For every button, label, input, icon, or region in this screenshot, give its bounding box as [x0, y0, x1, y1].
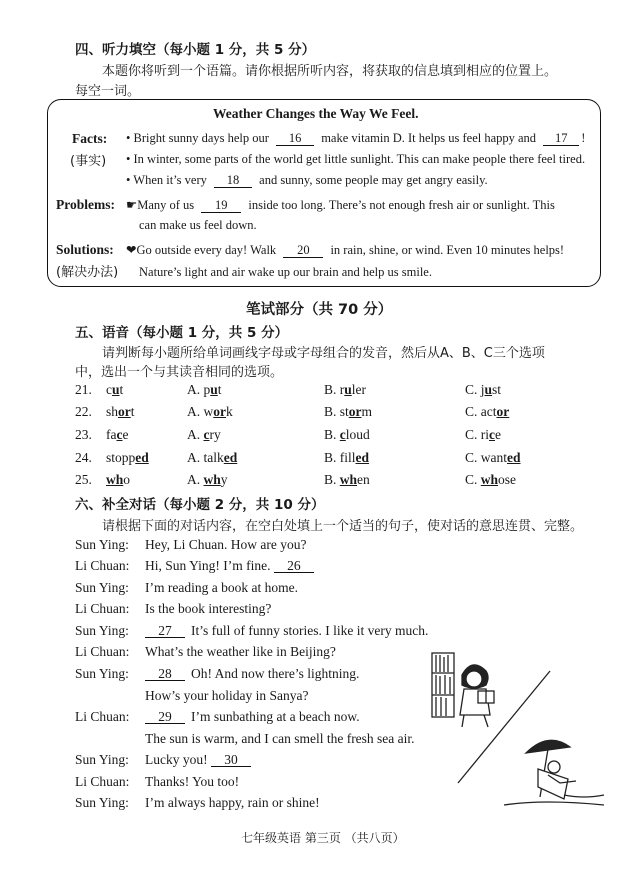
- box-title: Weather Changes the Way We Feel.: [213, 106, 419, 121]
- underlined-letters: or: [348, 404, 362, 419]
- section4-instruction-cont: 每空一词。: [75, 84, 141, 99]
- fact-line-2: [126, 152, 585, 167]
- fact-text: and sunny, some people may get angry easily.: [259, 173, 488, 187]
- dialogue-text: It’s full of funny stories. I like it very much.: [191, 623, 429, 638]
- heart-icon: ❤: [126, 243, 137, 257]
- answer-blank[interactable]: 27: [145, 624, 185, 638]
- word-part: t: [217, 382, 222, 397]
- section5-heading: 五、语音（每小题 1 分，共 5 分）: [75, 325, 289, 341]
- speaker-name: Sun Ying:: [75, 623, 129, 638]
- word-part: e: [122, 427, 129, 442]
- problem-text: inside too long. There’s not enough fresh air or sunlight. This: [248, 198, 555, 212]
- word-part: sh: [106, 404, 119, 419]
- underlined-letters: u: [484, 382, 493, 397]
- sunbathing-person-icon: [504, 740, 604, 805]
- speaker-name: Li Chuan:: [75, 709, 130, 724]
- underlined-letters: c: [116, 427, 123, 442]
- word-part: B.: [324, 427, 340, 442]
- dialogue-text: I’m sunbathing at a beach now.: [191, 709, 360, 724]
- girl-reading-icon: [460, 665, 494, 727]
- option-a[interactable]: [187, 382, 222, 398]
- word-part: C. j: [465, 382, 485, 397]
- dialogue-line: Is the book interesting?: [145, 601, 272, 616]
- listening-box: [47, 99, 601, 287]
- bullet-icon: •: [126, 131, 131, 145]
- dialogue-line: The sun is warm, and I can smell the fresh sea air.: [145, 731, 415, 746]
- word-part: y: [220, 472, 228, 487]
- fact-text: make vitamin D. It helps us feel happy and: [321, 131, 537, 145]
- word-part: C. act: [465, 404, 497, 419]
- item-word: [106, 404, 135, 420]
- fact-text: Bright sunny days help our: [133, 131, 269, 145]
- word-part: ose: [498, 472, 517, 487]
- option-a[interactable]: [187, 427, 221, 443]
- answer-blank[interactable]: 18: [214, 174, 252, 188]
- speaker-name: Sun Ying:: [75, 537, 129, 552]
- underlined-letters: ed: [135, 450, 149, 465]
- answer-blank[interactable]: 17: [543, 132, 579, 146]
- solution-text: Go outside every day! Walk: [136, 243, 277, 257]
- bookshelf-icon: [432, 653, 454, 717]
- dialogue-line: How’s your holiday in Sanya?: [145, 688, 309, 703]
- solution-line-1: [126, 242, 564, 258]
- option-a[interactable]: [187, 404, 233, 420]
- underlined-letters: or: [118, 404, 131, 419]
- facts-label: Facts:: [72, 131, 108, 146]
- option-c[interactable]: [465, 427, 501, 443]
- underlined-letters: wh: [480, 472, 499, 487]
- word-part: B. r: [324, 382, 345, 397]
- problem-text: Many of us: [137, 198, 195, 212]
- option-b[interactable]: [324, 472, 370, 488]
- answer-blank[interactable]: 30: [211, 753, 251, 767]
- word-part: A. p: [187, 382, 211, 397]
- word-part: B.: [324, 472, 340, 487]
- option-a[interactable]: [187, 472, 228, 488]
- word-part: C. want: [465, 450, 507, 465]
- section4-heading: 四、听力填空（每小题 1 分，共 5 分）: [75, 42, 316, 58]
- dialogue-line: I’m always happy, rain or shine!: [145, 795, 320, 810]
- solutions-label: Solutions:: [56, 242, 114, 257]
- underlined-letters: u: [112, 382, 120, 397]
- word-part: A.: [187, 427, 204, 442]
- dialogue-line: [145, 666, 359, 682]
- speaker-name: Li Chuan:: [75, 601, 130, 616]
- fact-text: !: [581, 131, 586, 145]
- word-part: ler: [351, 382, 367, 397]
- dialogue-line: [145, 558, 320, 574]
- underlined-letters: u: [210, 382, 218, 397]
- speaker-name: Li Chuan:: [75, 558, 130, 573]
- solution-text: in rain, shine, or wind. Even 10 minutes helps!: [330, 243, 565, 257]
- underlined-letters: c: [489, 427, 496, 442]
- dialogue-text: Lucky you!: [145, 752, 211, 767]
- option-b[interactable]: [324, 404, 372, 420]
- word-part: c: [106, 382, 112, 397]
- word-part: en: [357, 472, 370, 487]
- section5-instruction: 请判断每小题所给单词画线字母或字母组合的发音，然后从A、B、C三个选项: [102, 346, 545, 361]
- illustration: [430, 645, 610, 810]
- word-part: t: [130, 404, 135, 419]
- word-part: st: [492, 382, 502, 397]
- item-number: 24.: [75, 450, 92, 465]
- option-c[interactable]: [465, 450, 521, 466]
- solution-line-2: Nature’s light and air wake up our brain and help us smile.: [139, 265, 432, 279]
- word-part: C.: [465, 472, 481, 487]
- word-part: k: [226, 404, 233, 419]
- dialogue-line: Thanks! You too!: [145, 774, 240, 789]
- section4-instruction: 本题你将听到一个语篇。请你根据所听内容，将获取的信息填到相应的位置上。: [102, 64, 558, 79]
- fact-line-1: [126, 131, 585, 146]
- problems-label: Problems:: [56, 197, 115, 212]
- problem-line-2: can make us feel down.: [139, 218, 257, 232]
- underlined-letters: ed: [507, 450, 521, 465]
- item-word: [106, 427, 129, 443]
- item-number: 21.: [75, 382, 92, 397]
- word-part: o: [123, 472, 131, 487]
- underlined-letters: wh: [203, 472, 221, 487]
- speaker-name: Li Chuan:: [75, 644, 130, 659]
- word-part: B. fill: [324, 450, 356, 465]
- answer-blank[interactable]: 28: [145, 667, 185, 681]
- dialogue-line: [145, 752, 257, 768]
- answer-blank[interactable]: 26: [274, 559, 314, 573]
- dialogue-text: Oh! And now there’s lightning.: [191, 666, 360, 681]
- word-part: C. ri: [465, 427, 490, 442]
- fact-text: When it’s very: [133, 173, 207, 187]
- word-part: ry: [209, 427, 221, 442]
- written-part-heading: 笔试部分（共 70 分）: [246, 302, 393, 318]
- word-part: loud: [345, 427, 370, 442]
- speaker-name: Li Chuan:: [75, 774, 130, 789]
- underlined-letters: or: [213, 404, 226, 419]
- answer-blank[interactable]: 16: [276, 132, 314, 146]
- bullet-icon: •: [126, 152, 131, 166]
- speaker-name: Sun Ying:: [75, 795, 129, 810]
- underlined-letters: c: [203, 427, 210, 442]
- option-b[interactable]: [324, 450, 369, 466]
- item-number: 23.: [75, 427, 92, 442]
- pointing-hand-icon: ☛: [126, 198, 138, 212]
- dialogue-text: Hi, Sun Ying! I’m fine.: [145, 558, 274, 573]
- section6-heading: 六、补全对话（每小题 2 分，共 10 分）: [75, 497, 325, 513]
- bullet-icon: •: [126, 173, 131, 187]
- option-a[interactable]: [187, 450, 237, 466]
- option-c[interactable]: [465, 472, 516, 488]
- fact-text: In winter, some parts of the world get little sunlight. This can make people there feel tired.: [133, 152, 586, 166]
- speaker-name: Sun Ying:: [75, 666, 129, 681]
- dialogue-line: [145, 709, 360, 725]
- underlined-letters: ed: [355, 450, 370, 465]
- item-word: [106, 382, 123, 398]
- speaker-name: Sun Ying:: [75, 580, 129, 595]
- option-c[interactable]: [465, 404, 509, 420]
- facts-label-cn: (事实): [70, 154, 107, 169]
- underlined-letters: ed: [223, 450, 238, 465]
- word-part: e: [495, 427, 502, 442]
- speaker-name: Sun Ying:: [75, 752, 129, 767]
- page-footer: 七年级英语 第三页 （共八页）: [241, 831, 405, 845]
- word-part: stopp: [106, 450, 136, 465]
- dialogue-line: Hey, Li Chuan. How are you?: [145, 537, 307, 552]
- word-part: B. st: [324, 404, 349, 419]
- item-word: [106, 472, 130, 488]
- section6-instruction: 请根据下面的对话内容，在空白处填上一个适当的句子，使对话的意思连贯、完整。: [102, 519, 584, 534]
- word-part: A.: [187, 472, 204, 487]
- answer-blank[interactable]: 19: [201, 199, 241, 213]
- word-part: A. w: [187, 404, 214, 419]
- option-b[interactable]: [324, 427, 370, 443]
- word-part: t: [119, 382, 124, 397]
- problem-line-1: [126, 197, 555, 213]
- option-c[interactable]: [465, 382, 501, 398]
- solutions-label-cn: (解决办法): [56, 265, 119, 280]
- underlined-letters: c: [339, 427, 346, 442]
- item-number: 22.: [75, 404, 92, 419]
- option-b[interactable]: [324, 382, 366, 398]
- word-part: A. talk: [187, 450, 224, 465]
- answer-blank[interactable]: 20: [283, 244, 323, 258]
- word-part: m: [361, 404, 373, 419]
- underlined-letters: or: [496, 404, 510, 419]
- fact-line-3: [126, 173, 488, 188]
- underlined-letters: u: [344, 382, 352, 397]
- underlined-letters: wh: [339, 472, 358, 487]
- answer-blank[interactable]: 29: [145, 710, 185, 724]
- word-part: fa: [106, 427, 117, 442]
- dialogue-line: I’m reading a book at home.: [145, 580, 298, 595]
- dialogue-line: [145, 623, 428, 639]
- dialogue-line: What’s the weather like in Beijing?: [145, 644, 336, 659]
- item-word: [106, 450, 149, 466]
- item-number: 25.: [75, 472, 92, 487]
- underlined-letters: wh: [106, 472, 124, 487]
- section5-instruction-cont: 中，选出一个与其读音相同的选项。: [75, 365, 284, 380]
